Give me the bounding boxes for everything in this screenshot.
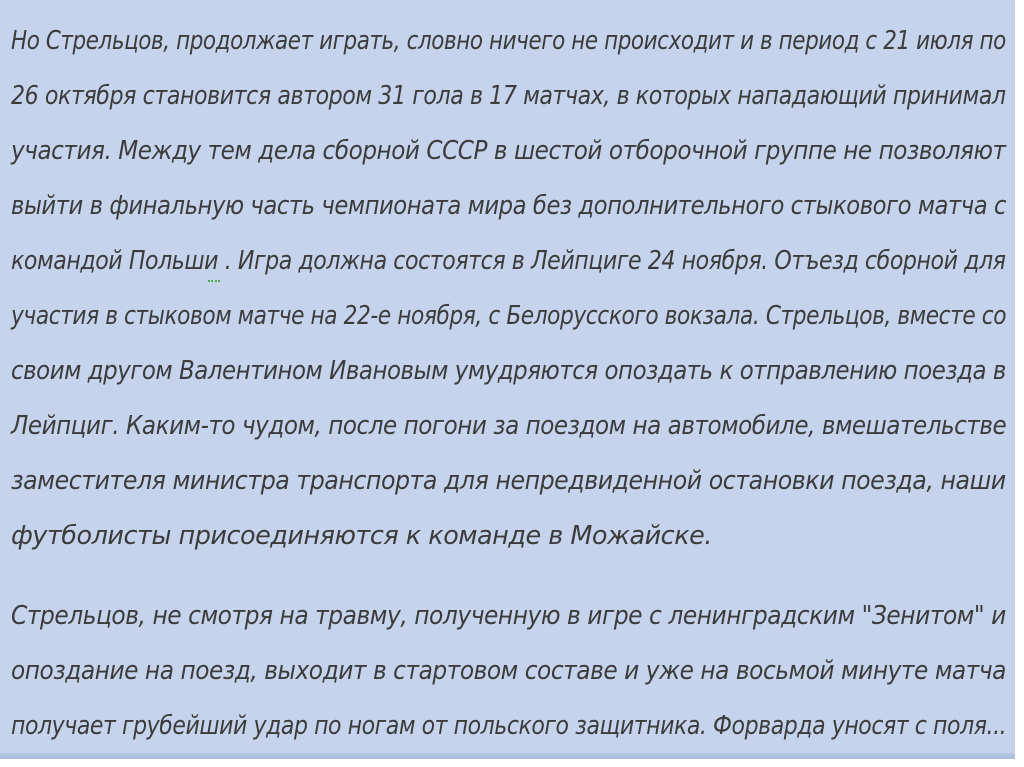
- text-line: своим другом Валентином Ивановым умудряются опоздать к отправлению поезда в: [11, 356, 1006, 386]
- text-line: получает грубейший удар по ногам от польского защитника. Форварда уносят с поля...: [11, 711, 1007, 741]
- paragraph-1: [11, 14, 1015, 564]
- spellcheck-underline: [208, 277, 220, 282]
- text-line: 26 октября становится автором 31 гола в 17 матчах, в которых нападающий принимал: [11, 81, 1006, 111]
- text-line: Стрельцов, не смотря на травму, полученную в игре с ленинградским "Зенитом" и: [11, 601, 1006, 631]
- text-line: Но Стрельцов, продолжает играть, словно ничего не происходит и в период с 21 июля по: [11, 26, 1006, 56]
- paragraph-2: [11, 589, 1015, 754]
- text-line: футболисты присоединяются к команде в Можайске.: [11, 521, 712, 551]
- text-line: участия в стыковом матче на 22-е ноября, с Белорусского вокзала. Стрельцов, вместе со: [11, 301, 1007, 331]
- text-line: командой Польши . Игра должна состоятся в Лейпциге 24 ноября. Отъезд сборной для: [11, 246, 1006, 276]
- text-line: выйти в финальную часть чемпионата мира без дополнительного стыкового матча с: [11, 191, 1007, 221]
- text-line: участия. Между тем дела сборной СССР в шестой отборочной группе не позволяют: [11, 136, 1006, 166]
- text-line: Лейпциг. Каким-то чудом, после погони за поездом на автомобиле, вмешательстве: [11, 411, 1007, 441]
- text-line: опоздание на поезд, выходит в стартовом составе и уже на восьмой минуте матча: [11, 656, 1006, 686]
- text-line: заместителя министра транспорта для непредвиденной остановки поезда, наши: [11, 466, 1006, 496]
